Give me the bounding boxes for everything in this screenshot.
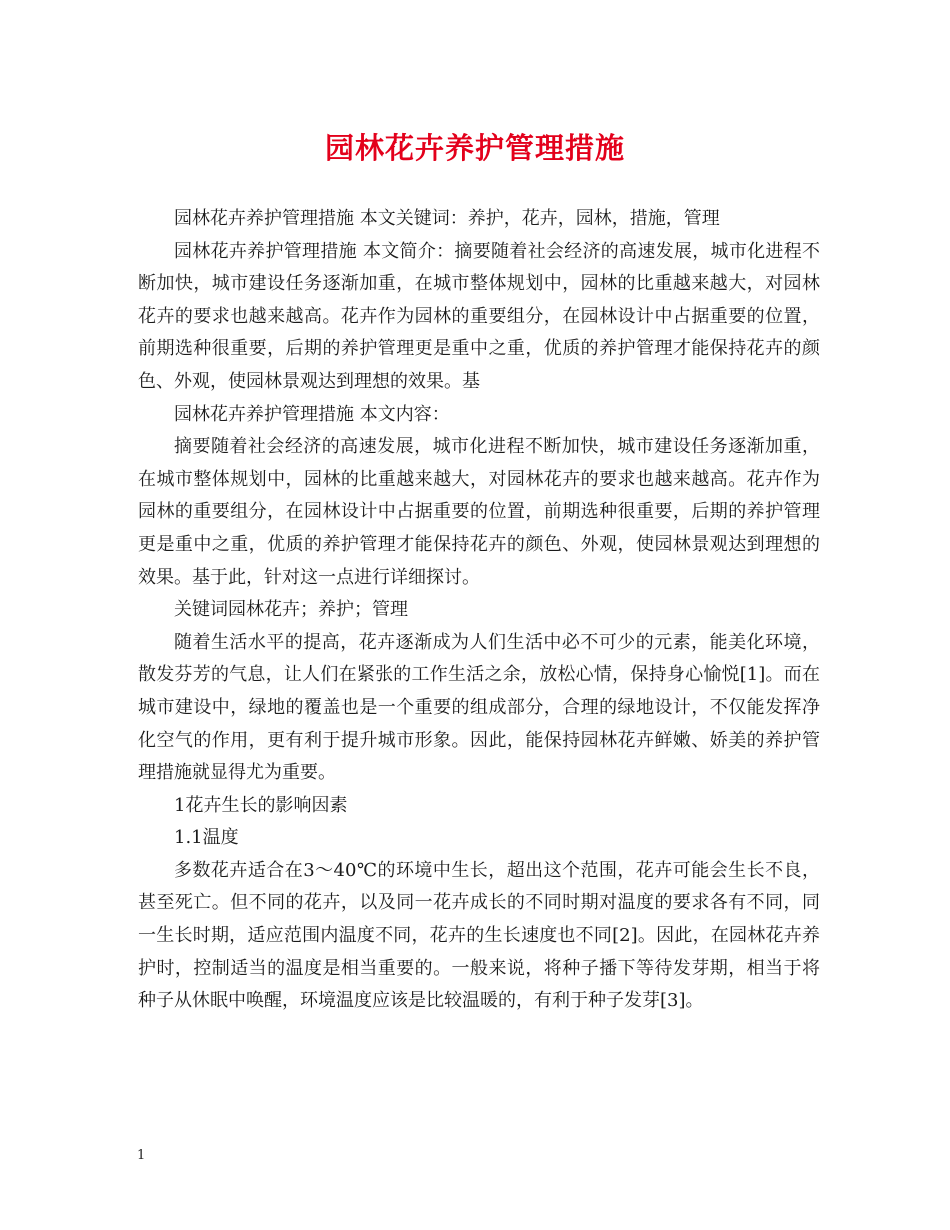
section-heading: 1花卉生长的影响因素: [174, 794, 348, 816]
page-number: 1: [137, 1148, 146, 1163]
paragraph-keywords: 园林花卉养护管理措施 本文关键词：养护，花卉，园林，措施，管理: [174, 208, 720, 229]
paragraph-summary: 园林花卉养护管理措施 本文简介：摘要随着社会经济的高速发展，城市化进程不断加快，城市建设任务逐渐加重，在城市整体规划中，园林的比重越来越大，对园林花卉的要求也越来越高。花卉作为园林的重要组分，在园林设计中占据重要的位置，前期选种很重要，后期的养护管理更是重中之重，优质的养护管理才能保持花卉的颜色、外观，使园林景观达到理想的效果。基: [138, 240, 820, 392]
document-body: [138, 203, 820, 1018]
subsection-heading: 1.1温度: [174, 827, 239, 849]
paragraph-introduction: 随着生活水平的提高，花卉逐渐成为人们生活中必不可少的元素，能美化环境，散发芬芳的气息，让人们在紧张的工作生活之余，放松心情，保持身心愉悦[1]。而在城市建设中，绿地的覆盖也是一个重要的组成部分，合理的绿地设计，不仅能发挥净化空气的作用，更有利于提升城市形象。因此，能保持园林花卉鲜嫩、娇美的养护管理措施就显得尤为重要。: [138, 631, 820, 784]
paragraph-content-label: 园林花卉养护管理措施 本文内容：: [174, 403, 450, 425]
document-title: 园林花卉养护管理措施: [324, 131, 625, 165]
paragraph-abstract: 摘要随着社会经济的高速发展，城市化进程不断加快，城市建设任务逐渐加重，在城市整体规划中，园林的比重越来越大，对园林花卉的要求也越来越高。花卉作为园林的重要组分，在园林设计中占据重要的位置，前期选种很重要，后期的养护管理更是重中之重，优质的养护管理才能保持花卉的颜色、外观，使园林景观达到理想的效果。基于此，针对这一点进行详细探讨。: [138, 436, 820, 588]
paragraph-keyword-list: 关键词园林花卉；养护；管理: [174, 599, 408, 621]
paragraph-temperature: 多数花卉适合在3～40℃的环境中生长，超出这个范围，花卉可能会生长不良，甚至死亡。但不同的花卉，以及同一花卉成长的不同时期对温度的要求各有不同，同一生长时期，适应范围内温度不同，花卉的生长速度也不同[2]。因此，在园林花卉养护时，控制适当的温度是相当重要的。一般来说，将种子播下等待发芽期，相当于将种子从休眠中唤醒，环境温度应该是比较温暖的，有利于种子发芽[3]。: [138, 859, 820, 1012]
